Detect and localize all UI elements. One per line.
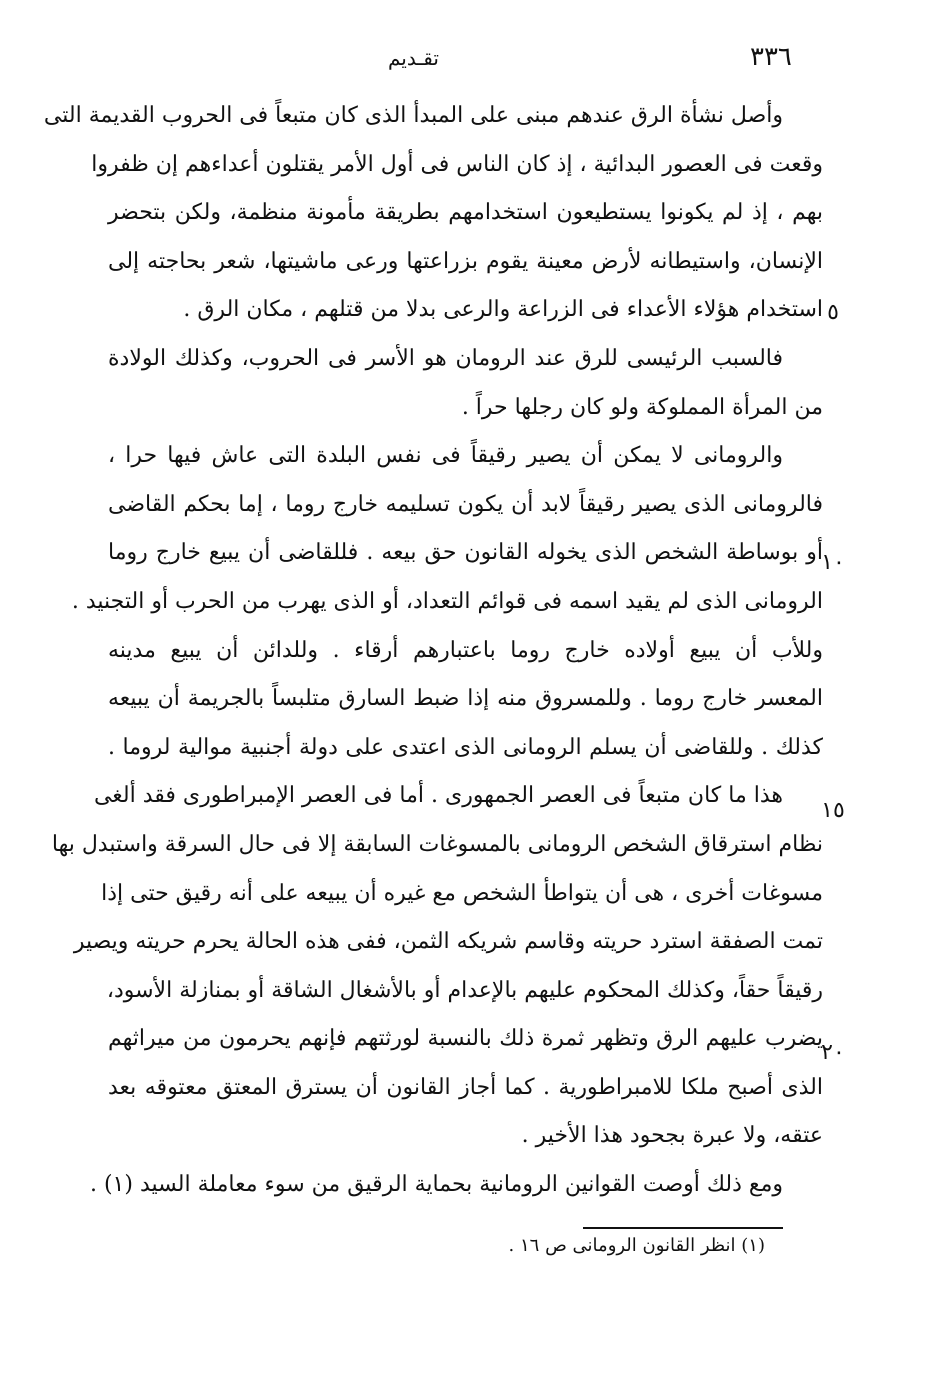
text-line: نظام استرقاق الشخص الرومانى بالمسوغات السابقة إلا فى حال السرقة واستبدل بها: [51, 831, 823, 857]
page-number: ٣٣٦: [750, 42, 792, 72]
text-line: الذى أصبح ملكا للامبراطورية . كما أجاز القانون أن يسترق المعتق معتوقه بعد: [108, 1074, 823, 1100]
text-line: مسوغات أخرى ، هى أن يتواطأ الشخص مع غيره أن يبيعه على أنه رقيق حتى إذا: [101, 880, 823, 906]
text-line: وأصل نشأة الرق عندهم مبنى على المبدأ الذى كان متبعاً فى الحروب القديمة التى: [43, 103, 783, 128]
footnote: (١) انظر القانون الرومانى ص ١٦ .: [508, 1235, 765, 1256]
text-line: الرومانى الذى لم يقيد اسمه فى قوائم التعداد، أو الذى يهرب من الحرب أو التجنيد .: [71, 588, 823, 614]
body-text: [43, 92, 823, 1210]
text-line: يضرب عليهم الرق وتظهر ثمرة ذلك بالنسبة لورثتهم فإنهم يحرمون من ميراثهم: [108, 1026, 823, 1052]
text-line: أو بوساطة الشخص الذى يخوله القانون حق بيعه . فللقاضى أن يبيع خارج روما: [108, 540, 823, 566]
footnote-rule: [583, 1227, 783, 1229]
text-line: هذا ما كان متبعاً فى العصر الجمهورى . أما فى العصر الإمبراطورى فقد ألغى: [93, 783, 783, 809]
page-header: [0, 40, 932, 80]
text-line: ومع ذلك أوصت القوانين الرومانية بحماية الرقيق من سوء معاملة السيد (١) .: [89, 1172, 783, 1198]
text-line: فالرومانى الذى يصير رقيقاً لابد أن يكون تسليمه خارج روما ، إما بحكم القاضى: [108, 491, 823, 517]
line-number-20: ٢٠: [821, 1040, 845, 1065]
text-line: بهم ، إذ لم يكونوا يستطيعون استخدامهم بطريقة مأمونة منظمة، ولكن بتحضر: [108, 200, 823, 226]
text-line: فالسبب الرئيسى للرق عند الرومان هو الأسر فى الحروب، وكذلك الولادة: [108, 345, 783, 371]
text-line: تمت الصفقة استرد حريته وقاسم شريكه الثمن، ففى هذه الحالة يحرم حريته ويصير: [73, 929, 823, 955]
line-number-15: ١٥: [821, 798, 845, 823]
text-line: وقعت فى العصور البدائية ، إذ كان الناس فى أول الأمر يقتلون أعداءهم إن ظفروا: [91, 151, 823, 177]
text-line: والرومانى لا يمكن أن يصير رقيقاً فى نفس البلدة التى عاش فيها حرا ،: [108, 443, 783, 469]
text-line: وللأب أن يبيع أولاده خارج روما باعتبارهم أرقاء . وللدائن أن يبيع مدينه: [108, 637, 823, 663]
text-line: رقيقاً حقاً، وكذلك المحكوم عليهم بالإعدام أو بالأشغال الشاقة أو بمنازلة الأسود،: [106, 977, 823, 1003]
text-line: المعسر خارج روما . وللمسروق منه إذا ضبط السارق متلبساً بالجريمة أن يبيعه: [108, 686, 823, 712]
running-title: تقـديم: [388, 46, 439, 70]
text-line: استخدام هؤلاء الأعداء فى الزراعة والرعى بدلا من قتلهم ، مكان الرق .: [183, 297, 823, 323]
text-line: كذلك . وللقاضى أن يسلم الرومانى الذى اعتدى على دولة أجنبية موالية لروما .: [108, 734, 823, 760]
text-line: من المرأة المملوكة ولو كان رجلها حراً .: [461, 394, 823, 420]
line-number-5: ٥: [827, 300, 839, 325]
text-line: عتقه، ولا عبرة بجحود هذا الأخير .: [521, 1123, 823, 1149]
line-number-10: ١٠: [821, 550, 845, 575]
text-line: الإنسان، واستيطانه لأرض معينة يقوم بزراعتها ورعى ماشيتها، شعر بحاجته إلى: [108, 248, 823, 274]
